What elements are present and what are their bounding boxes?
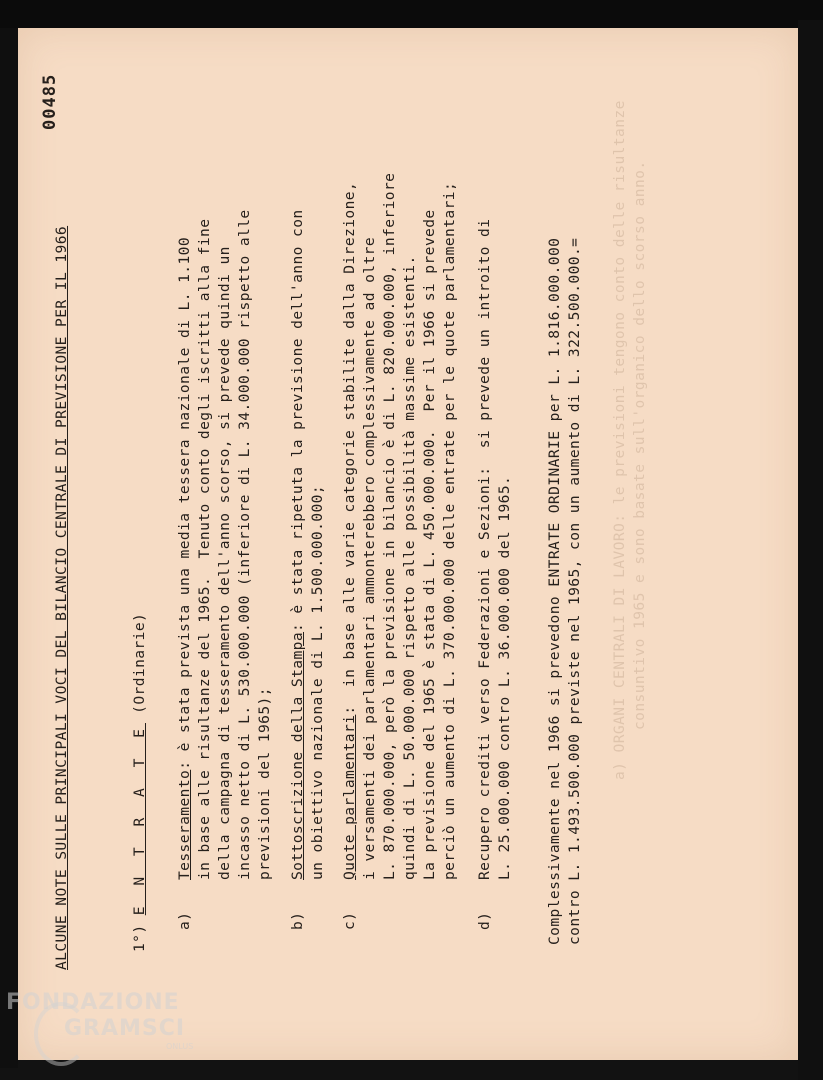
item-line: : è stata ripetuta la previsione dell'anno con — [289, 209, 306, 632]
section-heading — [130, 613, 150, 952]
item-line: : in base alle varie categorie stabilite dalla Direzione, — [341, 181, 358, 715]
section-qualifier: (Ordinarie) — [131, 612, 148, 714]
scan-left-border — [0, 28, 18, 1068]
item-heading: Tesseramento — [176, 769, 193, 880]
summary-paragraph — [545, 238, 585, 945]
item-body — [340, 173, 460, 880]
item-line: della campagna di tesseramento dell'anno scorso, si prevede quindi un — [216, 246, 233, 880]
summary-line: contro L. 1.493.500.000 previste nel 1965, con un aumento di L. 322.500.000.= — [566, 237, 583, 945]
document-number: 00485 — [40, 73, 60, 130]
item-letter: b) — [289, 911, 306, 930]
item-body — [175, 209, 275, 880]
item-line: La previsione del 1965 è stata di L. 450.000.000. Per il 1966 si prevede — [421, 209, 438, 880]
watermark-line-3: ONLUS — [166, 1042, 194, 1051]
document-title: ALCUNE NOTE SULLE PRINCIPALI VOCI DEL BILANCIO CENTRALE DI PREVISIONE PER IL 1966 — [53, 225, 70, 970]
rotated-text-block — [40, 70, 770, 1000]
item-body — [475, 219, 515, 880]
item-line: un obiettivo nazionale di L. 1.500.000.000; — [309, 484, 326, 880]
item-line: in base alle risultanze del 1965. Tenuto conto degli iscritti alla fine — [196, 218, 213, 880]
item-letter: c) — [341, 911, 358, 930]
item-line: quindi di L. 50.000.000 rispetto alle possibilità massime esistenti. — [401, 255, 418, 880]
item-line: perciò un aumento di L. 370.000.000 delle entrate per le quote parlamentari; — [441, 181, 458, 880]
item-body — [288, 209, 328, 880]
item-heading: Quote parlamentari — [341, 714, 358, 880]
scan-right-border — [798, 20, 823, 1080]
watermark-line-2: GRAMSCI — [64, 1016, 186, 1041]
item-letter: a) — [176, 911, 193, 930]
item-line: incasso netto di L. 530.000.000 (inferiore di L. 34.000.000 rispetto alle — [236, 209, 253, 880]
item-line: L. 870.000.000, però la previsione in bilancio è di L. 820.000.000, inferiore — [381, 172, 398, 880]
item-line: i versamenti dei parlamentari ammonterebbero complessivamente ad oltre — [361, 236, 378, 880]
section-number: 1°) — [131, 924, 148, 952]
scan-top-border — [0, 0, 823, 28]
item-line: previsioni del 1965); — [256, 687, 273, 880]
section-name: E N T R A T E — [131, 723, 148, 916]
bleed-through-text: consuntivo 1965 e sono basate sull'organico dello scorso anno. — [631, 160, 648, 730]
item-line: : è stata prevista una media tessera nazionale di L. 1.100 — [176, 236, 193, 770]
bleed-through-text: a) ORGANI CENTRALI DI LAVORO: le previsioni tengono conto delle risultanze — [611, 100, 628, 780]
summary-line: Complessivamente nel 1966 si prevedono ENTRATE ORDINARIE per L. 1.816.000.000 — [546, 237, 563, 945]
item-letter: d) — [476, 911, 493, 930]
item-heading: Sottoscrizione della Stampa — [289, 631, 306, 880]
watermark-line-1: FONDAZIONE — [6, 990, 180, 1015]
item-line: Recupero crediti verso Federazioni e Sezioni: si prevede un introito di — [476, 218, 493, 880]
item-line: L. 25.000.000 contro L. 36.000.000 del 1965. — [496, 475, 513, 880]
